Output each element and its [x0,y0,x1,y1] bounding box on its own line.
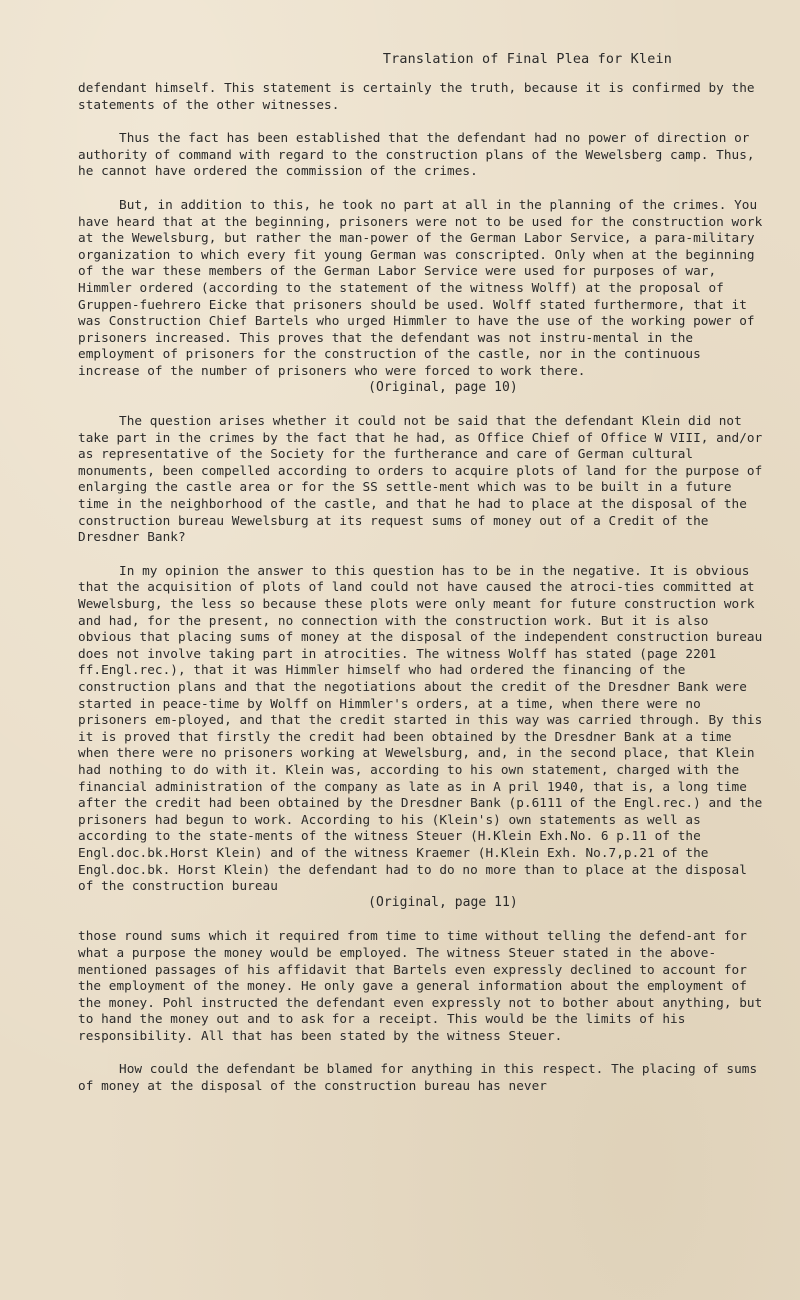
paragraph: But, in addition to this, he took no part at all in the planning of the crimes. You have heard that at the beginning, prisoners were not to be used for the construction work at the Wewelsburg, but rather the man-power of the German Labor Service, a para-military organization to which every fit young German was conscripted. Only when at the beginning of the war these members of the German Labor Service were used for purposes of war, Himmler ordered (according to the statement of the witness Wolff) at the proposal of Gruppen-fuehrero Eicke that prisoners should be used. Wolff stated furthermore, that it was Construction Chief Bartels who urged Himmler to have the use of the working power of prisoners increased. This proves that the defendant was not instru-mental in the employment of prisoners for the construction of the castle, nor in the continuous increase of the number of prisoners who were forced to work there. [78,196,763,378]
paragraph: The question arises whether it could not be said that the defendant Klein did not take part in the crimes by the fact that he had, as Office Chief of Office W VIII, and/or as representative of the Society for the furtherance and care of German cultural monuments, been compelled according to orders to acquire plots of land for the purpose of enlarging the castle area or for the SS settle-ment which was to be built in a future time in the neighborhood of the castle, and that he had to place at the disposal of the construction bureau Wewelsburg at its request sums of money out of a Credit of the Dresdner Bank? [78,413,763,545]
paragraph: those round sums which it required from time to time without telling the defend-ant for what a purpose the money would be employed. The witness Steuer stated in the above-mentioned passages of his affidavit that Bartels even expressly declined to account for the employment of the money. He only gave a general information about the employment of the money. Pohl instructed the defendant even expressly not to bother about anything, but to hand the money out and to ask for a receipt. This would be the limits of his responsibility. All that has been stated by the witness Steuer. [78,928,763,1043]
paragraph: How could the defendant be blamed for anything in this respect. The placing of sums of money at the disposal of the construction bureau has never [78,1061,758,1094]
original-page-reference: (Original, page 10) [368,379,518,395]
original-page-reference: (Original, page 11) [368,894,518,910]
paragraph: Thus the fact has been established that the defendant had no power of direction or authority of command with regard to the construction plans of the Wewelsberg camp. Thus, he cannot have ordered the commission of the crimes. [78,130,755,179]
paragraph: defendant himself. This statement is certainly the truth, because it is confirmed by the statements of the other witnesses. [78,80,755,112]
page-header: Translation of Final Plea for Klein [382,52,672,67]
document-body [78,80,768,1095]
paragraph: In my opinion the answer to this question has to be in the negative. It is obvious that the acquisition of plots of land could not have caused the atroci-ties committed at Wewelsburg, the less so because these plots were only meant for future construction work and had, for the present, no connection with the construction work. But it is also obvious that placing sums of money at the disposal of the independent construction bureau does not involve taking part in atrocities. The witness Wolff has stated (page 2201 ff.Engl.rec.), that it was Himmler himself who had ordered the financing of the construction plans and that the negotiations about the credit of the Dresdner Bank were started in peace-time by Wolff on Himmler's orders, at a time, when there were no prisoners em-ployed, and that the credit started in this way was carried through. By this it is proved that firstly the credit had been obtained by the Dresdner Bank at a time when there were no prisoners working at Wewelsburg, and, in the second place, that Klein had nothing to do with it. Klein was, according to his own statement, charged with the financial administration of the company as late as in A pril 1940, that is, a long time after the credit had been obtained by the Dresdner Bank (p.6111 of the Engl.rec.) and the prisoners had begun to work. According to his (Klein's) own statements as well as according to the state-ments of the witness Steuer (H.Klein Exh.No. 6 p.11 of the Engl.doc.bk.Horst Klein) and of the witness Kraemer (H.Klein Exh. No.7,p.21 of the Engl.doc.bk. Horst Klein) the defendant had to do no more than to place at the disposal of the construction bureau [78,562,763,894]
